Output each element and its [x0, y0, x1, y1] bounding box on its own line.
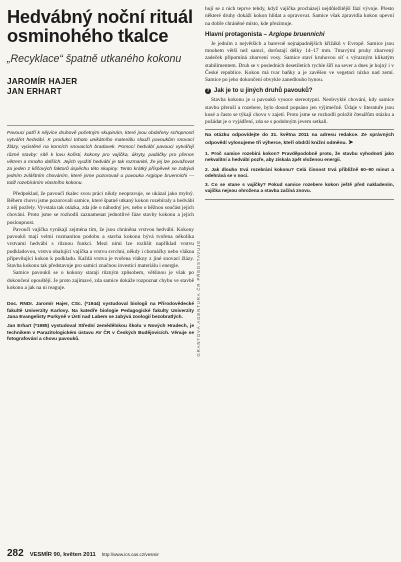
- species-name: Argiope bruennichi: [268, 30, 325, 38]
- author-bio-2: [7, 324, 194, 344]
- box-intro-text: Na otázku odpovídejte do 31. května 2011 na adresu redakce. Ze správných odpovědí vylosujeme tři výherce, kteří obdrží knižní odměnu.: [205, 133, 394, 146]
- bio-name-2: Jan Erhart (*1985): [7, 323, 50, 329]
- body-paragraph-1: Předpoklad, že pavoučí tkalec svou práci nikdy neopravuje, se ukázal jako mylný. Během chovu jsme pozorovali samice, které špatně utkaný kokon rozebíraly a hedvábí z něj pozřely. Vyvstala tak otázka, zda jde o náhodný jev, nebo o běžnou součást jejich chování. Proto jsme se rozhodli zaznamenat jednotlivé fáze stavby kokonu a jejich posloupnost.: [7, 190, 194, 226]
- lead-divider: [7, 125, 194, 126]
- article-lead: Pavouci patří k nějvíce druhově početným skupinám, které jsou obdařeny schopností vytvářet hedvábí. K produkci tohoto unikátního materiálu slouží pavoukům snovací žlázy, vyústěné na koncích snovacích bradavek. Pomocí hedvábí pavouci vytvářejí různé stavby: sítě k lovu kořisti, kokony pro vajíčka, úkryty, padáčky pro přenos větrem a mnoho dalších. Jejich využití hedvábí je tak rozmanité, že jej lze považovat za jeden z klíčových faktorů úspěchu této skupiny. Tento krátký příspěvek se zabývá jedním zvláštním chováním, které jsme pozorovali u pavouka Argiope bruennichi — totiž rozebíráním vlastního kokonu.: [7, 131, 194, 187]
- magazine-issue: VESMÍR 90, květen 2011: [29, 552, 96, 558]
- section-protagonist-prefix: Hlavní protagonista –: [205, 30, 269, 38]
- body-paragraph-2: Pavoučí vajíčka vynikají zejména tím, že jsou chráněna vrstvou hedvábí. Kokony pavouků mají velmi rozmanitou podobu a stavba kokonu bývá tvořena několika vrstvami hedvábí s různou funkcí. Mezi nimi lze rozlišit například vrstvu podkladovou, vrstvu obalující vajíčka a vrstvu svrchní, někdy i chomáčky nebo vlákna připevňující kokon k podkladu. Každá vrstva je tvořena vlákny z jiné snovací žlázy. Stavba kokonu tak představuje pro samici značnou investici materiálu i energie.: [7, 226, 194, 270]
- protagonist-text: Je jedním z největších a barevně nejnápadnějších křižáků v Evropě. Samice jsou mnohem větší než samci, dorůstají délky 14–17 mm. Tmavými pruhy zbarvený zadeček připomíná zbarvení vosy. Samice staví kruhovou síť s výrazným klikatým stabilimentem. Druh se v posledních desetiletích rychle šíří na sever a dnes je hojný i v České republice. Kokon má tvar baňky a je zavěšen ve vegetaci nízko nad zemí. Samice po jeho dokončení obvykle zanedlouho hynou.: [205, 40, 394, 83]
- vertical-section-label: GRANTOVÁ AGENTURA ČR PŘEDSTAVUJE: [196, 240, 201, 357]
- section-protagonist-heading: [205, 31, 394, 39]
- section-question-heading: [205, 87, 394, 95]
- arrow-right-icon: ➤: [348, 139, 354, 146]
- article-subtitle: „Recyklace“ špatně utkaného kokonu: [7, 53, 182, 65]
- article-title: Hedvábný noční rituál osminohého tkalce: [7, 7, 193, 46]
- author-1: JAROMÍR HAJER: [7, 77, 78, 86]
- right-column: [205, 6, 394, 200]
- page-footer: [7, 548, 159, 559]
- author-2: JAN ERHART: [7, 87, 62, 96]
- question-icon: ?: [206, 88, 210, 95]
- bio-text-1: vystudoval biologii na Přírodovědecké fakultě Univerzity Karlovy. Na katedře biologie Pedagogické fakulty Univerzity Jana Evangelisty Purkyně v Ústí nad Labem se zabývá zoologií bezobratlých.: [7, 302, 194, 321]
- authors: [7, 77, 194, 97]
- answer-1: 1. Proč samice rozebírá kokon? Pravděpodobně proto, že stavbu vyhodnotí jako nekvalitní a hedvábí pozře, aby získala zpět vloženou energii.: [205, 151, 394, 163]
- box-intro: [205, 133, 394, 147]
- bio-text-2: vystudoval Střední zemědělskou školu v Nových Hradech, je technikem v Parazitologickém ústavu AV ČR v Českých Budějovicích. Věnuje se fotografování a chovu pavouků.: [7, 323, 194, 343]
- reader-question-box: [205, 129, 394, 200]
- question-text: Stavba kokonu je u pavouků vysoce stereotypní. Neobvyklé chování, kdy samice stavbu přeruší a rozebere, bylo dosud popsáno jen výjimečně. Údaje v literatuře jsou kusé a často se týkají chovu v zajetí. Proto jsme se rozhodli položit čtenářům otázku a požádat je o vyjádření, zda se s podobným jevem setkali.: [205, 97, 394, 125]
- right-intro: hují se z nich teprve tehdy, když vajíčka procházejí nejdůležitější fází vývoje. Přesto některé druhy dokáží kokon hlídat a opravovat. Samice však zpravidla kokon upevní na dobře chráněné místo, kde přezimuje.: [205, 6, 394, 27]
- magazine-url[interactable]: http://www.ics.cas.cz/vesmir: [101, 552, 159, 557]
- left-column: [7, 8, 194, 344]
- page-number: 282: [7, 548, 24, 559]
- body-paragraph-3: Samice pavouků se o kokony starají různým způsobem, většinou je však po dokončení opouštějí. Je proto zajímavé, zda samice dokáže rozpoznat chybu ve stavbě kokonu a jak na ni reaguje.: [7, 270, 194, 291]
- answer-2: 2. Jak dlouho trvá rozebrání kokonu? Celá činnost trvá přibližně 60–90 minut a odehrává se v noci.: [205, 166, 394, 178]
- answer-3: 3. Co se stane s vajíčky? Pokud samice rozebere kokon ještě před nakladením, vajíčka nejsou ohrožena a stavba začíná znovu.: [205, 182, 394, 194]
- section-question-title: Jak je to u jiných druhů pavouků?: [214, 87, 313, 95]
- author-bio-1: [7, 302, 194, 322]
- bio-name-1: Doc. RNDr. Jaromír Hajer, CSc. (*1944): [7, 302, 101, 308]
